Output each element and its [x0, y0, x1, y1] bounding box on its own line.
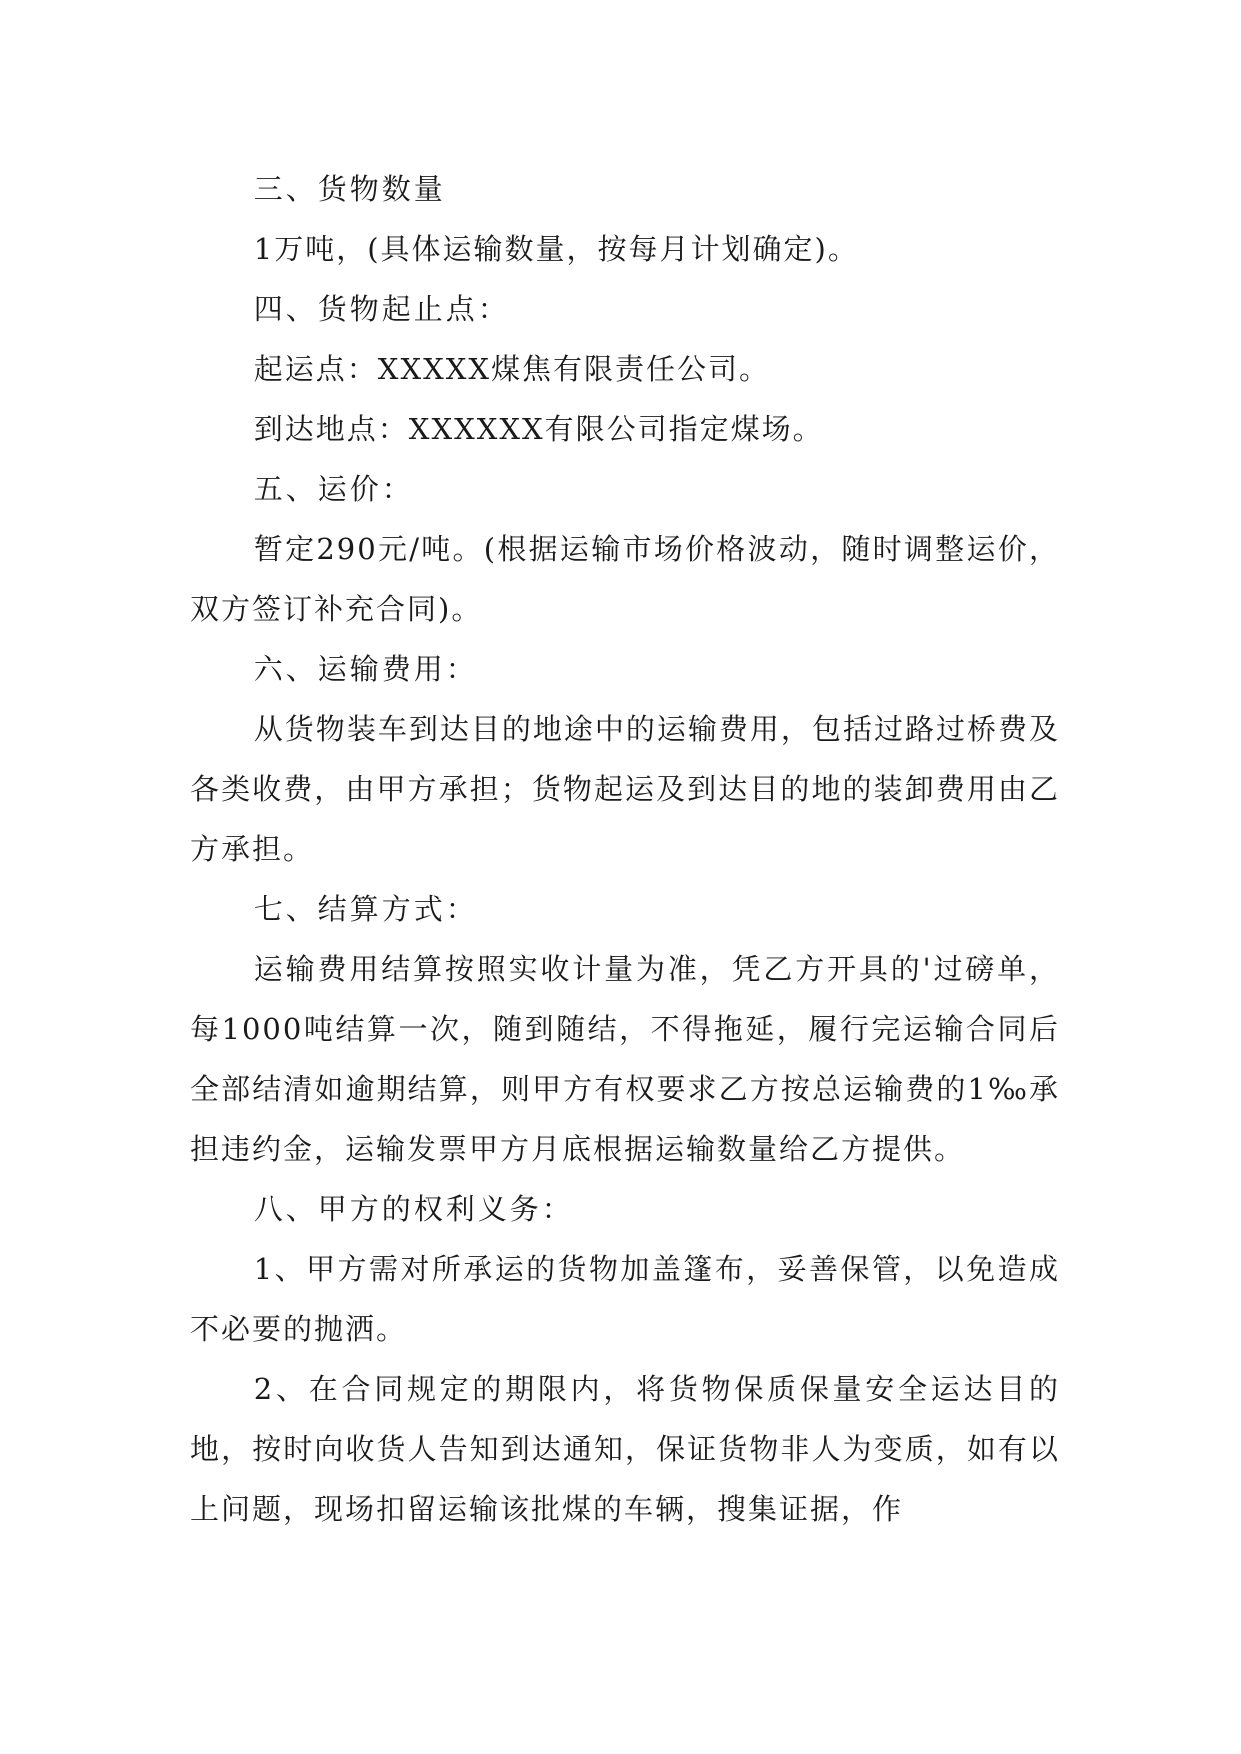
paragraph-destination: 到达地点：XXXXXX有限公司指定煤场。	[253, 412, 824, 446]
section-heading-quantity: 三、货物数量	[253, 172, 446, 206]
paragraph-fees: 从货物装车到达目的地途中的运输费用，包括过路过桥费及各类收费，由甲方承担；货物起运及到达目的地的装卸费用由乙方承担。	[190, 712, 1060, 866]
paragraph-duty-2: 2、在合同规定的期限内，将货物保质保量安全运达目的地，按时向收货人告知到达通知，保证货物非人为变质，如有以上问题，现场扣留运输该批煤的车辆，搜集证据，作	[190, 1372, 1060, 1526]
paragraph-duty-1: 1、甲方需对所承运的货物加盖篷布，妥善保管，以免造成不必要的抛洒。	[190, 1252, 1060, 1346]
section-heading-price: 五、运价：	[253, 472, 414, 506]
paragraph-quantity: 1万吨，(具体运输数量，按每月计划确定)。	[253, 232, 859, 266]
section-heading-settlement: 七、结算方式：	[253, 892, 478, 926]
paragraph-price: 暂定290元/吨。(根据运输市场价格波动，随时调整运价，双方签订补充合同)。	[190, 532, 1060, 626]
paragraph-origin: 起运点：XXXXX煤焦有限责任公司。	[253, 352, 771, 386]
section-heading-party-a-duties: 八、甲方的权利义务：	[253, 1192, 574, 1226]
section-heading-fees: 六、运输费用：	[253, 652, 478, 686]
document-body	[190, 159, 1060, 1539]
paragraph-settlement: 运输费用结算按照实收计量为准，凭乙方开具的'过磅单，每1000吨结算一次，随到随结，不得拖延，履行完运输合同后全部结清如逾期结算，则甲方有权要求乙方按总运输费的1‰承担违约金，运输发票甲方月底根据运输数量给乙方提供。	[190, 952, 1060, 1166]
section-heading-route: 四、货物起止点：	[253, 292, 510, 326]
